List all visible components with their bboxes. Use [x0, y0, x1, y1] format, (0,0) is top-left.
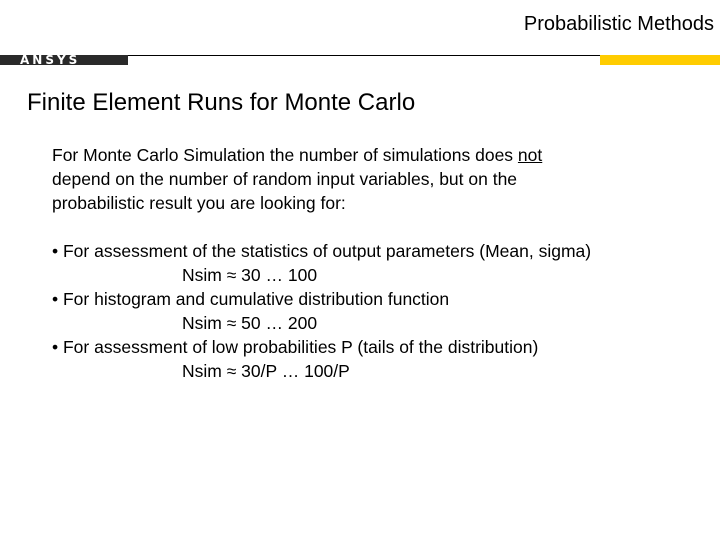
- intro-line-1: [52, 143, 712, 167]
- slide-title: Finite Element Runs for Monte Carlo: [27, 89, 416, 116]
- header-divider: [128, 55, 600, 56]
- bullet-text: • For histogram and cumulative distribution function: [52, 289, 450, 309]
- bullet-text: • For assessment of the statistics of output parameters (Mean, sigma): [52, 241, 592, 261]
- intro-paragraph: [52, 143, 712, 215]
- header-title: Probabilistic Methods: [523, 13, 714, 35]
- bullet-value: Nsim ≈ 30/P … 100/P: [182, 361, 350, 381]
- intro-line-1-text: For Monte Carlo Simulation the number of simulations does: [52, 145, 518, 165]
- bullet-value: Nsim ≈ 50 … 200: [182, 313, 318, 333]
- bullet-item: [52, 239, 712, 287]
- bullet-item: [52, 287, 712, 335]
- bullet-text: • For assessment of low probabilities P (tails of the distribution): [52, 337, 539, 357]
- bullet-value: Nsim ≈ 30 … 100: [182, 265, 318, 285]
- intro-line-3: probabilistic result you are looking for:: [52, 193, 346, 213]
- accent-bar: [600, 55, 720, 65]
- header-rule: [0, 55, 720, 65]
- ansys-logo: ANSYS: [20, 53, 81, 67]
- logo-bar: [0, 55, 128, 65]
- intro-line-2: depend on the number of random input variables, but on the: [52, 169, 518, 189]
- emphasis-not: not: [517, 145, 543, 165]
- slide-content: [52, 143, 712, 383]
- bullet-item: [52, 335, 712, 383]
